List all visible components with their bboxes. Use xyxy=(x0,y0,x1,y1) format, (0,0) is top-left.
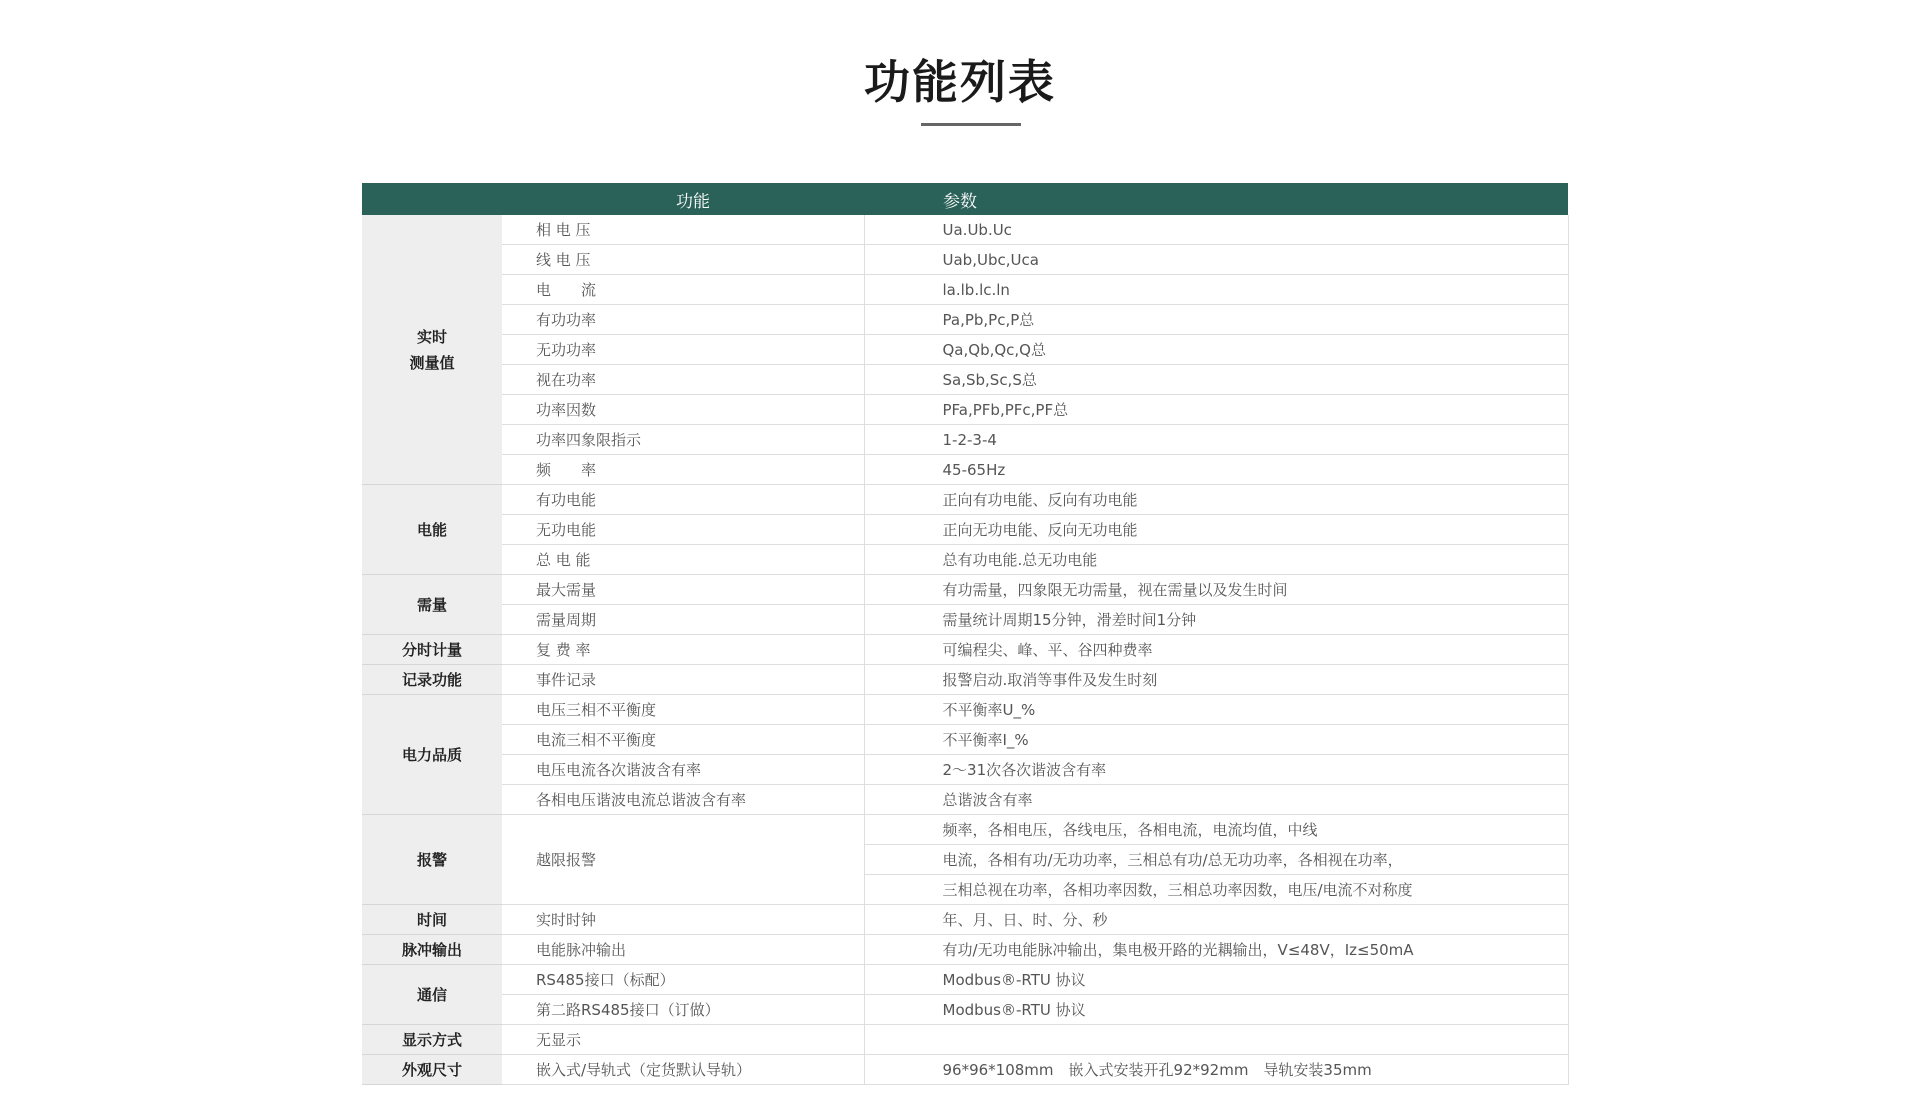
parameter-cell: Uab,Ubc,Uca xyxy=(864,245,1568,275)
category-label: 分时计量 xyxy=(401,640,462,659)
category-label: 报警 xyxy=(416,850,447,869)
function-cell: 嵌入式/导轨式（定货默认导轨） xyxy=(502,1055,864,1085)
category-label: 实时 xyxy=(416,327,447,346)
function-cell: 有功电能 xyxy=(502,485,864,515)
category-label: 电能 xyxy=(416,520,447,539)
category-cell xyxy=(362,635,502,665)
parameter-cell: 报警启动.取消等事件及发生时刻 xyxy=(864,665,1568,695)
function-cell: 第二路RS485接口（订做） xyxy=(502,995,864,1025)
function-list-table xyxy=(362,183,1569,1085)
category-cell xyxy=(362,935,502,965)
category-label: 电力品质 xyxy=(401,745,462,764)
function-cell: 电能脉冲输出 xyxy=(502,935,864,965)
function-cell: 各相电压谐波电流总谐波含有率 xyxy=(502,785,864,815)
category-cell xyxy=(362,215,502,485)
parameter-cell: 2～31次各次谐波含有率 xyxy=(864,755,1568,785)
category-cell xyxy=(362,965,502,1025)
function-cell: 事件记录 xyxy=(502,665,864,695)
table-row xyxy=(362,1055,1568,1085)
category-cell xyxy=(362,815,502,905)
parameter-cell: 频率，各相电压，各线电压，各相电流，电流均值，中线 xyxy=(864,815,1568,845)
table-row xyxy=(362,275,1568,305)
function-cell: 需量周期 xyxy=(502,605,864,635)
table-row xyxy=(362,305,1568,335)
table-row xyxy=(362,365,1568,395)
title-underline xyxy=(921,123,1021,126)
parameter-cell: 不平衡率I_% xyxy=(864,725,1568,755)
function-cell: 功率四象限指示 xyxy=(502,425,864,455)
table-body xyxy=(362,215,1568,1085)
table-row xyxy=(362,215,1568,245)
header-parameter: 参数 xyxy=(864,183,1568,215)
table-row xyxy=(362,425,1568,455)
category-cell xyxy=(362,1025,502,1055)
table-row xyxy=(362,755,1568,785)
function-cell: 视在功率 xyxy=(502,365,864,395)
table-row xyxy=(362,785,1568,815)
function-cell: 电压三相不平衡度 xyxy=(502,695,864,725)
parameter-cell: 1-2-3-4 xyxy=(864,425,1568,455)
table-row xyxy=(362,395,1568,425)
parameter-cell xyxy=(864,1025,1568,1055)
category-cell xyxy=(362,575,502,635)
parameter-cell: 总有功电能.总无功电能 xyxy=(864,545,1568,575)
category-cell xyxy=(362,695,502,815)
category-cell xyxy=(362,1055,502,1085)
category-cell xyxy=(362,665,502,695)
category-label: 外观尺寸 xyxy=(401,1060,462,1079)
function-cell: 电压电流各次谐波含有率 xyxy=(502,755,864,785)
parameter-cell: Sa,Sb,Sc,S总 xyxy=(864,365,1568,395)
parameter-cell: 总谐波含有率 xyxy=(864,785,1568,815)
function-cell: 相 电 压 xyxy=(502,215,864,245)
table-row xyxy=(362,515,1568,545)
function-cell: 无显示 xyxy=(502,1025,864,1055)
parameter-cell: Qa,Qb,Qc,Q总 xyxy=(864,335,1568,365)
category-label: 测量值 xyxy=(409,353,455,372)
category-label: 记录功能 xyxy=(401,670,462,689)
function-cell: 无功电能 xyxy=(502,515,864,545)
parameter-cell: 三相总视在功率，各相功率因数，三相总功率因数，电压/电流不对称度 xyxy=(864,875,1568,905)
category-label: 时间 xyxy=(416,910,447,929)
parameter-cell: 96*96*108mm 嵌入式安装开孔92*92mm 导轨安装35mm xyxy=(864,1055,1568,1085)
function-cell: 总 电 能 xyxy=(502,545,864,575)
function-cell: 复 费 率 xyxy=(502,635,864,665)
category-cell xyxy=(362,905,502,935)
function-cell: 功率因数 xyxy=(502,395,864,425)
function-cell: 电流三相不平衡度 xyxy=(502,725,864,755)
parameter-cell: 不平衡率U_% xyxy=(864,695,1568,725)
table-row xyxy=(362,245,1568,275)
parameter-cell: PFa,PFb,PFc,PF总 xyxy=(864,395,1568,425)
function-cell: 越限报警 xyxy=(502,815,864,905)
category-label: 通信 xyxy=(416,985,447,1004)
function-cell: 实时时钟 xyxy=(502,905,864,935)
parameter-cell: 年、月、日、时、分、秒 xyxy=(864,905,1568,935)
table-row xyxy=(362,905,1568,935)
table-row xyxy=(362,1025,1568,1055)
function-cell: 电 流 xyxy=(502,275,864,305)
parameter-cell: 45-65Hz xyxy=(864,455,1568,485)
parameter-cell: 正向无功电能、反向无功电能 xyxy=(864,515,1568,545)
category-label: 需量 xyxy=(416,595,447,614)
parameter-cell: 正向有功电能、反向有功电能 xyxy=(864,485,1568,515)
table-row xyxy=(362,725,1568,755)
parameter-cell: Modbus®-RTU 协议 xyxy=(864,995,1568,1025)
table-row xyxy=(362,995,1568,1025)
table-row xyxy=(362,665,1568,695)
table-row xyxy=(362,335,1568,365)
category-label: 显示方式 xyxy=(401,1030,462,1049)
table-row xyxy=(362,695,1568,725)
parameter-cell: 需量统计周期15分钟，滑差时间1分钟 xyxy=(864,605,1568,635)
parameter-cell: 有功需量，四象限无功需量，视在需量以及发生时间 xyxy=(864,575,1568,605)
function-cell: RS485接口（标配） xyxy=(502,965,864,995)
parameter-cell: 可编程尖、峰、平、谷四种费率 xyxy=(864,635,1568,665)
function-cell: 线 电 压 xyxy=(502,245,864,275)
table-row xyxy=(362,545,1568,575)
table-row xyxy=(362,605,1568,635)
parameter-cell: Pa,Pb,Pc,P总 xyxy=(864,305,1568,335)
parameter-cell: 电流，各相有功/无功功率，三相总有功/总无功功率，各相视在功率， xyxy=(864,845,1568,875)
table-row xyxy=(362,935,1568,965)
parameter-cell: Modbus®-RTU 协议 xyxy=(864,965,1568,995)
function-cell: 有功功率 xyxy=(502,305,864,335)
table-row xyxy=(362,635,1568,665)
table-row xyxy=(362,575,1568,605)
category-cell xyxy=(362,485,502,575)
header-blank xyxy=(362,183,502,215)
parameter-cell: Ua.Ub.Uc xyxy=(864,215,1568,245)
function-cell: 最大需量 xyxy=(502,575,864,605)
table-row xyxy=(362,455,1568,485)
category-label: 脉冲输出 xyxy=(401,940,462,959)
table-row xyxy=(362,815,1568,845)
function-cell: 无功功率 xyxy=(502,335,864,365)
function-cell: 频 率 xyxy=(502,455,864,485)
parameter-cell: 有功/无功电能脉冲输出，集电极开路的光耦输出，V≤48V，Iz≤50mA xyxy=(864,935,1568,965)
table-row xyxy=(362,965,1568,995)
table-header-row xyxy=(362,183,1568,215)
table-row xyxy=(362,485,1568,515)
page-title: 功能列表 xyxy=(864,55,1056,109)
parameter-cell: la.lb.lc.ln xyxy=(864,275,1568,305)
header-function: 功能 xyxy=(502,183,864,215)
